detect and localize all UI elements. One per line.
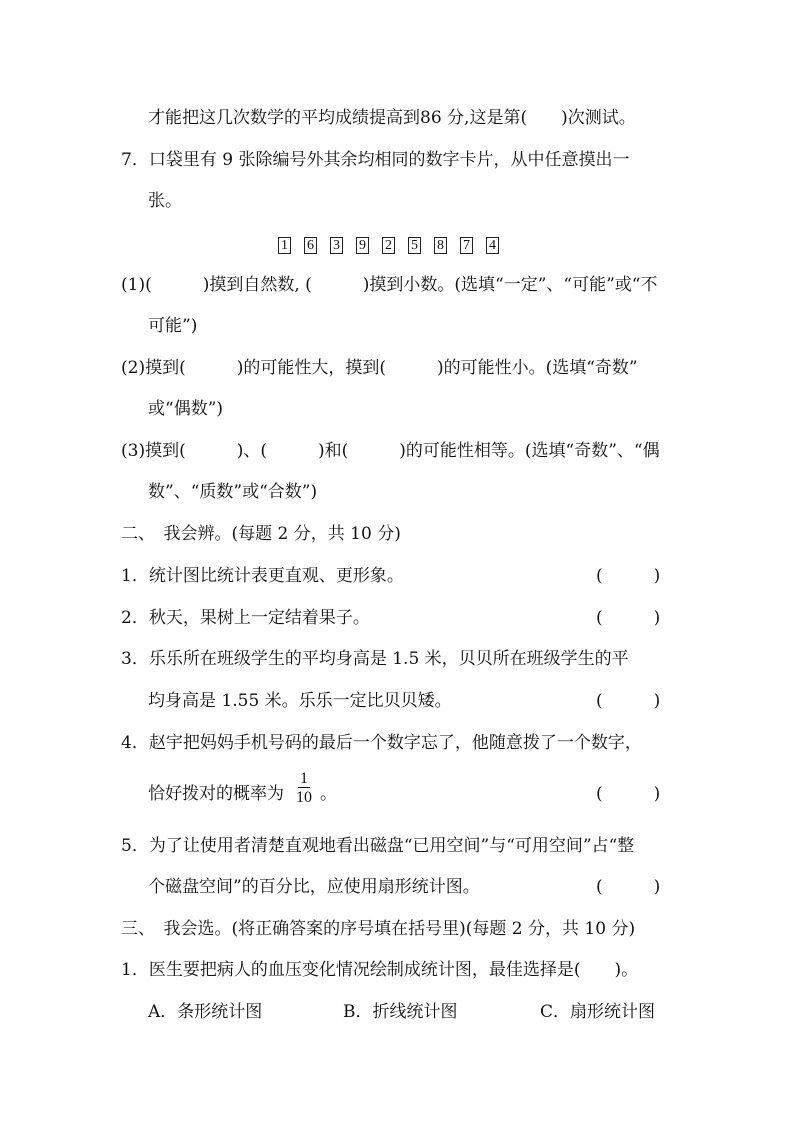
- digit-card: 7: [460, 237, 473, 254]
- option-a: A．条形统计图: [148, 1002, 263, 1022]
- digit-card: 4: [486, 237, 499, 254]
- probability-fraction: [296, 771, 312, 806]
- answer-paren: ( ): [596, 608, 661, 628]
- answer-paren: ( ): [596, 784, 661, 804]
- judge-4-line1: 4．赵宇把妈妈手机号码的最后一个数字忘了，他随意拨了一个数字，: [121, 733, 642, 753]
- judge-5-line2: 个磁盘空间”的百分比，应使用扇形统计图。: [148, 877, 480, 897]
- judge-2: 2．秋天，果树上一定结着果子。: [121, 608, 370, 628]
- answer-paren: ( ): [596, 877, 661, 897]
- answer-paren: ( ): [596, 691, 661, 711]
- digit-card: 8: [434, 237, 447, 254]
- question-7-line1: 7．口袋里有 9 张除编号外其余均相同的数字卡片，从中任意摸出一: [121, 150, 630, 170]
- section-2-heading: 二、 我会辨。(每题 2 分，共 10 分): [121, 524, 401, 544]
- answer-paren: ( ): [596, 566, 661, 586]
- question-7-2-line2: 或“偶数”): [148, 399, 224, 419]
- digit-card: 3: [330, 237, 343, 254]
- judge-3-line1: 3．乐乐所在班级学生的平均身高是 1.5 米，贝贝所在班级学生的平: [121, 649, 629, 669]
- judge-4-line2-pre: 恰好拨对的概率为: [148, 784, 284, 804]
- digit-card: 5: [408, 237, 421, 254]
- judge-1: 1．统计图比统计表更直观、更形象。: [121, 566, 404, 586]
- judge-5-line1: 5．为了让使用者清楚直观地看出磁盘“已用空间”与“可用空间”占“整: [121, 836, 635, 856]
- digit-card: 6: [304, 237, 317, 254]
- judge-3-line2: 均身高是 1.55 米。乐乐一定比贝贝矮。: [148, 691, 452, 711]
- question-7-3-line2: 数”、“质数”或“合数”): [148, 482, 318, 502]
- option-b: B．折线统计图: [343, 1002, 458, 1022]
- question-7-1-line1: (1)( )摸到自然数, ( )摸到小数。(选填“一定”、“可能”或“不: [121, 275, 658, 295]
- digit-card: 2: [382, 237, 395, 254]
- digit-card: 9: [356, 237, 369, 254]
- fraction-numerator: 1: [300, 770, 308, 787]
- question-7-3-line1: (3)摸到( )、( )和( )的可能性相等。(选填“奇数”、“偶: [121, 441, 660, 461]
- question-7-2-line1: (2)摸到( )的可能性大，摸到( )的可能性小。(选填“奇数”: [121, 358, 638, 378]
- section-3-heading: 三、 我会选。(将正确答案的序号填在括号里)(每题 2 分，共 10 分): [121, 919, 636, 939]
- judge-4-line2-post: 。: [320, 784, 337, 804]
- fraction-denominator: 10: [296, 789, 312, 806]
- option-c: C．扇形统计图: [540, 1002, 656, 1022]
- choice-question-1: 1．医生要把病人的血压变化情况绘制成统计图，最佳选择是( )。: [121, 960, 639, 980]
- digit-cards: [278, 237, 499, 254]
- question-7-1-line2: 可能”): [148, 316, 198, 336]
- digit-card: 1: [278, 237, 291, 254]
- line-continuation: 才能把这几次数学的平均成绩提高到86 分,这是第( )次测试。: [148, 108, 636, 128]
- question-7-line2: 张。: [148, 191, 182, 211]
